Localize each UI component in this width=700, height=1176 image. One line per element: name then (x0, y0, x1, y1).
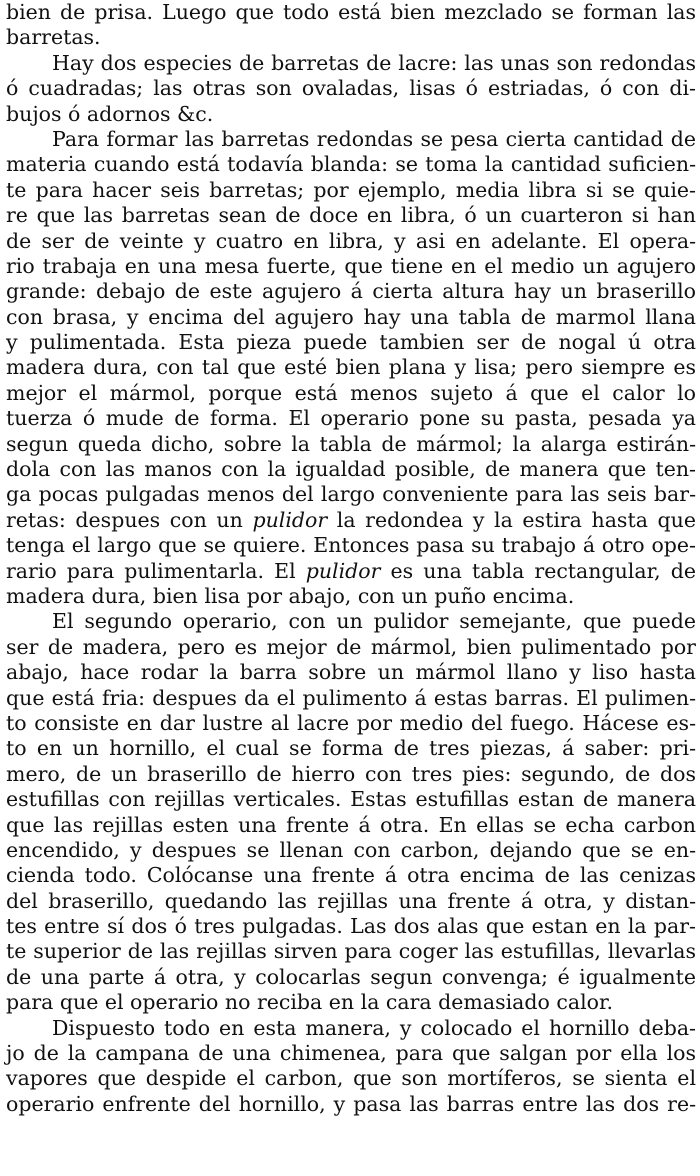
text-line: barretas. (6, 25, 101, 50)
text-line: ga pocas pulgadas menos del largo conveniente para las seis bar- (6, 482, 696, 507)
text-line: operario enfrente del hornillo, y pasa las barras entre las dos re- (6, 1091, 696, 1116)
text-line: para que el operario no reciba en la cara demasiado calor. (6, 990, 614, 1015)
text-line: que está fria: despues da el pulimento á estas barras. El pulimen- (6, 685, 696, 710)
text-line: tes entre sí dos ó tres pulgadas. Las dos alas que estan en la par- (6, 914, 696, 939)
text-line: grande: debajo de este agujero á cierta altura hay un braserillo (6, 279, 696, 304)
text-line: jo de la campana de una chimenea, para que salgan por ella los (6, 1041, 696, 1066)
text-line: retas: despues con un pulidor la redondea y la estira hasta que (6, 507, 696, 532)
text-line: El segundo operario, con un pulidor semejante, que puede (52, 609, 696, 634)
text-line: to en un hornillo, el cual se forma de tres piezas, á saber: pri- (6, 736, 696, 761)
text-line: mero, de un braserillo de hierro con tres pies: segundo, de dos (6, 761, 696, 786)
text-line: tenga el largo que se quiere. Entonces pasa su trabajo á otro ope- (6, 533, 696, 558)
text-line: bien de prisa. Luego que todo está bien mezclado se forman las (6, 0, 696, 24)
text-line: re que las barretas sean de doce en libra, ó un cuarteron si han (6, 203, 696, 228)
text-line: y pulimentada. Esta pieza puede tambien ser de nogal ú otra (6, 330, 696, 355)
text-line: rio trabaja en una mesa fuerte, que tiene en el medio un agujero (6, 253, 696, 278)
document-page (6, 0, 696, 1117)
text-line: madera dura, con tal que esté bien plana y lisa; pero siempre es (6, 355, 696, 380)
paragraph (6, 0, 696, 51)
paragraph (6, 609, 696, 1015)
text-line: dola con las manos con la igualdad posible, de manera que ten- (6, 457, 696, 482)
text-line: abajo, hace rodar la barra sobre un mármol llano y liso hasta (6, 660, 696, 685)
text-line: cienda todo. Colócanse una frente á otra encima de las cenizas (6, 863, 696, 888)
text-line: con brasa, y encima del agujero hay una tabla de marmol llana (6, 304, 696, 329)
text-line: que las rejillas esten una frente á otra. En ellas se echa carbon (6, 812, 696, 837)
text-line: del braserillo, quedando las rejillas una frente á otra, y distan- (6, 888, 696, 913)
paragraph (6, 1016, 696, 1118)
text-line: estufillas con rejillas verticales. Estas estufillas estan de manera (6, 787, 696, 812)
text-line: rario para pulimentarla. El pulidor es una tabla rectangular, de (6, 558, 696, 583)
text-line: bujos ó adornos &c. (6, 101, 214, 126)
text-line: te superior de las rejillas sirven para coger las estufillas, llevarlas (6, 939, 696, 964)
text-line: Para formar las barretas redondas se pesa cierta cantidad de (52, 126, 696, 151)
text-line: Hay dos especies de barretas de lacre: las unas son redondas (52, 50, 696, 75)
text-line: vapores que despide el carbon, que son mortíferos, se sienta el (6, 1066, 696, 1091)
text-line: ser de madera, pero es mejor de mármol, bien pulimentado por (6, 634, 696, 659)
text-line: ó cuadradas; las otras son ovaladas, lisas ó estriadas, ó con di- (6, 76, 696, 101)
paragraph (6, 127, 696, 609)
text-line: madera dura, bien lisa por abajo, con un puño encima. (6, 583, 575, 608)
text-line: de ser de veinte y cuatro en libra, y asi en adelante. El opera- (6, 228, 696, 253)
text-line: mejor el mármol, porque está menos sujeto á que el calor lo (6, 380, 696, 405)
text-line: de una parte á otra, y colocarlas segun convenga; é igualmente (6, 964, 696, 989)
text-line: materia cuando está todavía blanda: se toma la cantidad suficien- (6, 152, 696, 177)
text-line: segun queda dicho, sobre la tabla de mármol; la alarga estirán- (6, 431, 696, 456)
text-line: te para hacer seis barretas; por ejemplo, media libra si se quie- (6, 177, 696, 202)
text-line: Dispuesto todo en esta manera, y colocado el hornillo deba- (52, 1015, 696, 1040)
text-line: encendido, y despues se llenan con carbon, dejando que se en- (6, 837, 696, 862)
paragraph (6, 51, 696, 127)
text-line: to consiste en dar lustre al lacre por medio del fuego. Hácese es- (6, 710, 696, 735)
text-line: tuerza ó mude de forma. El operario pone su pasta, pesada ya (6, 406, 696, 431)
italic-term: pulidor (305, 558, 381, 583)
italic-term: pulidor (252, 507, 328, 532)
